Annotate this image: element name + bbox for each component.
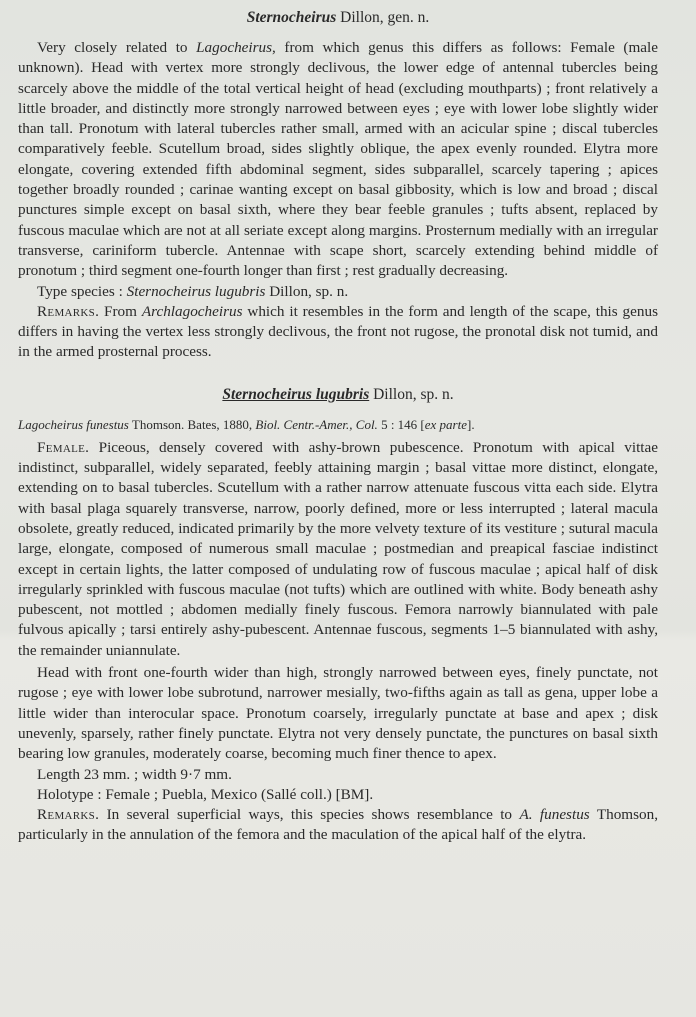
species-author: Dillon, sp. n. [369,385,454,403]
species-name: Sternocheirus lugubris [222,385,370,403]
female-description: Female. Piceous, densely covered with ashy-brown pubescence. Pronotum with apical vittae indistinct, subparallel, widely separated, feebly attaining margin ; basal vittae more distinct, elongate, extending on to basal tubercles. Scutellum with a rather narrow attenuate fuscous vitta each side. Elytra with basal plaga squarely transverse, narrow, poorly defined, more or less interrupted ; lateral macula obsolete, greatly reduced, indicated primarily by the more velvety texture of its vestiture ; sutural macula large, elongate, composed of numerous small maculae ; postmedian and preapical fasciae indistinct except in certain lights, the latter composed of undulating row of fuscous maculae ; apical half of disk irregularly sprinkled with fuscous maculae (not tufts) which are outlined with white. Body beneath ashy pubescent, not mottled ; abdomen medially finely fuscous. Femora narrowly biannulated with pale fulvous apically ; tarsi entirely ashy-pubescent. Antennae fuscous, segments 1–5 biannulated with ashy, the remainder uniannulate. [18,438,658,659]
synonymy-line: Lagocheirus funestus Thomson. Bates, 1880, Biol. Centr.-Amer., Col. 5 : 146 [ex parte]. [18,416,475,432]
species-heading [18,385,658,405]
species-remarks: Remarks. In several superficial ways, this species shows resemblance to A. funestus Thomson, particularly in the annulation of the femora and the maculation of the apical half of the elytra. [18,806,659,844]
genus-author: Dillon, gen. n. [336,9,430,26]
remarks-label: Remarks. [37,806,100,824]
female-label: Female. [37,438,90,456]
genus-description: Very closely related to Lagocheirus, from which genus this differs as follows: Female (male unknown). Head with vertex more strongly declivous, the lower edge of antennal tubercles being scarcely above the middle of the total vertical height of head (excluding mouthparts) ; front relatively a little broader, and distinctly more strongly narrowed between eyes ; eye with lower lobe slightly wider than tall. Pronotum with lateral tubercles rather small, armed with an acicular spine ; discal tubercles comparatively feeble. Scutellum broad, sides slightly oblique, the apex evenly rounded. Elytra more elongate, covering extended fifth abdominal segment, sides subparallel, scarcely tapering ; apices together broadly rounded ; carinae wanting except on basal gibbosity, which is low and broad ; discal punctures simple except on basal sixth, where they bear feeble granules ; tufts absent, replaced by fuscous maculae which are not at all seriate except along margins. Prosternum medially with an irregular transverse, cariniform tubercle. Antennae with scape short, scarcely extending behind middle of pronotum ; third segment one-fourth longer than first ; rest gradually decreasing. [18,39,658,280]
genus-heading [18,8,658,28]
genus-name: Sternocheirus [246,9,337,26]
related-genus: Lagocheirus [196,39,273,56]
genus-remarks: Remarks. From Archlagocheirus which it resembles in the form and length of the scape, this genus differs in having the vertex less strongly declivous, the front not rugose, the pronotal disk not tumid, and in the armed prosternal process. [18,302,658,361]
head-description: Head with front one-fourth wider than high, strongly narrowed between eyes, finely punctate, not rugose ; eye with lower lobe subrotund, narrower mesially, two-fifths again as tall as gena, upper lobe a little wider than interocular space. Pronotum coarsely, irregularly punctate at base and apex ; disk unevenly, sparsely, rather finely punctate. Elytra not very densely punctate, the punctures on basal sixth bearing low granules, moderately coarse, becoming much finer thence to apex. [18,664,658,763]
type-species-line: Type species : Sternocheirus lugubris Dillon, sp. n. [37,282,349,300]
holotype-line: Holotype : Female ; Puebla, Mexico (Sallé coll.) [BM]. [37,785,374,803]
measurements: Length 23 mm. ; width 9·7 mm. [37,765,232,783]
remarks-label: Remarks. [37,302,100,320]
